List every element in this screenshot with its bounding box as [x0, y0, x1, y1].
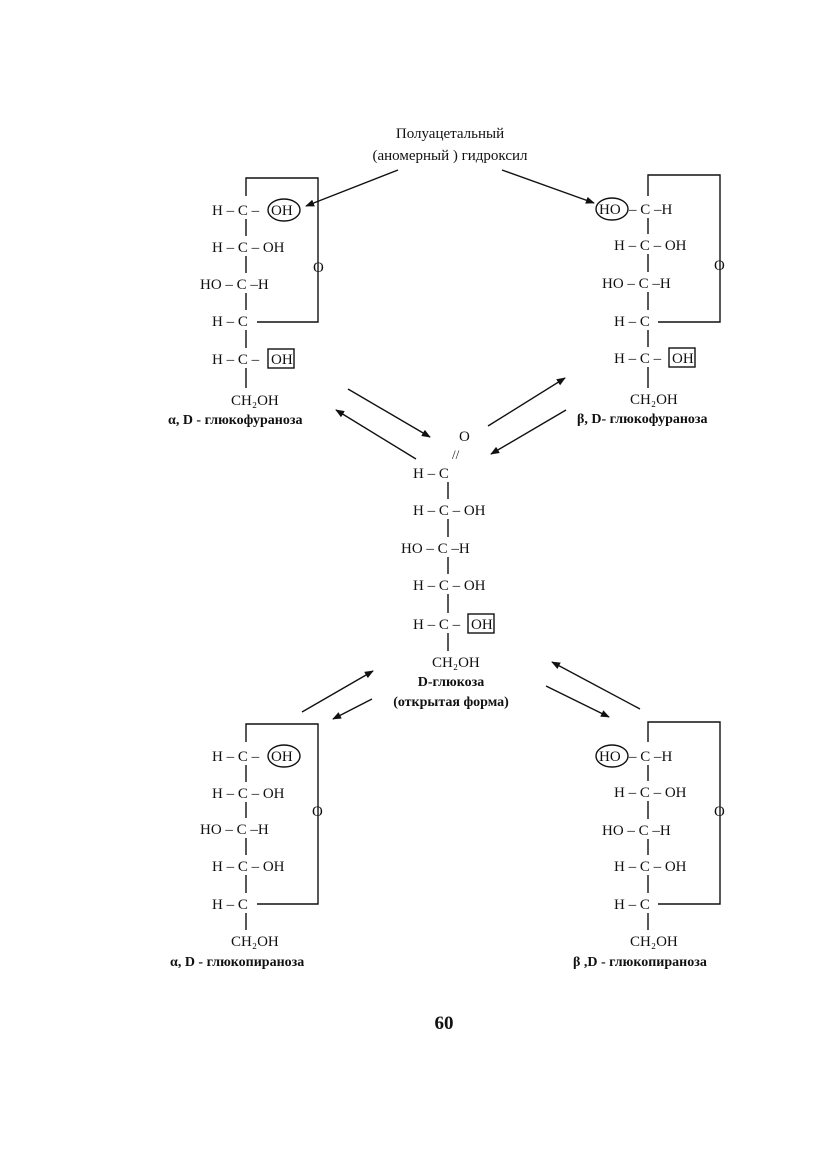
row-c1: – C –H: [629, 202, 673, 218]
row-c5: H – C –: [413, 617, 461, 633]
ring-oxygen: O: [313, 260, 324, 276]
row-c2: H – C – OH: [614, 238, 687, 254]
row-c6: CH₂OH: [432, 655, 480, 671]
arrow-to-open-chain-left: [302, 671, 373, 712]
boxed-oh: OH: [271, 352, 293, 368]
row-c3: HO – C –H: [602, 823, 671, 839]
row-c5: H – C: [212, 897, 248, 913]
anomeric-oh: HO: [599, 749, 621, 765]
d-glucose-open-chain: [393, 429, 509, 710]
boxed-oh: OH: [672, 351, 694, 367]
row-c2: H – C – OH: [212, 786, 285, 802]
row-c5: H – C –: [614, 351, 662, 367]
anomeric-oh: OH: [271, 203, 293, 219]
arrow-to-open-chain-right: [552, 662, 640, 709]
equilibrium-arrows-top: [336, 378, 566, 459]
row-c3: HO – C –H: [200, 822, 269, 838]
alpha-d-glucofuranose: [168, 178, 324, 428]
arrow-to-beta-furanose: [488, 378, 565, 426]
caption: α, D - глюкофураноза: [168, 413, 303, 428]
carbonyl-double-bond: //: [452, 447, 460, 462]
annotation-arrow-right: [502, 170, 594, 203]
row-c1: – C –H: [629, 749, 673, 765]
beta-d-glucofuranose: [577, 175, 725, 427]
row-c4: H – C – OH: [413, 578, 486, 594]
ring-oxygen: O: [714, 804, 725, 820]
row-c5: H – C –: [212, 352, 260, 368]
row-c3: HO – C –H: [401, 541, 470, 557]
caption: D-глюкоза: [417, 675, 485, 690]
row-c1: H – C –: [212, 203, 260, 219]
arrow-to-alpha-pyranose: [333, 699, 372, 719]
annotation-line-2: (аномерный ) гидроксил: [372, 148, 528, 164]
row-c4: H – C: [614, 314, 650, 330]
row-c2: H – C – OH: [212, 240, 285, 256]
boxed-oh: OH: [471, 617, 493, 633]
row-c6: CH₂OH: [630, 934, 678, 950]
row-c6: CH₂OH: [231, 393, 279, 409]
row-c5: H – C: [614, 897, 650, 913]
row-c6: CH₂OH: [231, 934, 279, 950]
alpha-d-glucopyranose: [170, 724, 323, 970]
caption: α, D - глюкопираноза: [170, 955, 305, 970]
annotation-line-1: Полуацетальный: [395, 126, 505, 142]
ring-oxygen: O: [714, 258, 725, 274]
row-c4: H – C – OH: [614, 859, 687, 875]
ring-oxygen: O: [312, 804, 323, 820]
row-c4: H – C: [212, 314, 248, 330]
arrow-to-beta-pyranose: [546, 686, 609, 717]
arrow-to-alpha-furanose: [336, 410, 416, 459]
page-number: 60: [434, 1013, 454, 1034]
row-c1: H – C: [413, 466, 449, 482]
caption: β, D- глюкофураноза: [577, 412, 708, 427]
row-c3: HO – C –H: [200, 277, 269, 293]
row-c4: H – C – OH: [212, 859, 285, 875]
annotation-arrow-left: [306, 170, 398, 206]
beta-d-glucopyranose: [573, 722, 725, 970]
anomeric-oh: HO: [599, 202, 621, 218]
row-c2: H – C – OH: [413, 503, 486, 519]
carbonyl-oxygen: O: [459, 429, 470, 445]
caption: β ,D - глюкопираноза: [573, 955, 707, 970]
arrow-to-open-chain-left: [348, 389, 430, 437]
anomeric-hydroxyl-annotation: [306, 126, 594, 206]
anomeric-oh: OH: [271, 749, 293, 765]
row-c2: H – C – OH: [614, 785, 687, 801]
caption-subtitle: (открытая форма): [393, 695, 509, 710]
row-c3: HO – C –H: [602, 276, 671, 292]
row-c6: CH₂OH: [630, 392, 678, 408]
row-c1: H – C –: [212, 749, 260, 765]
